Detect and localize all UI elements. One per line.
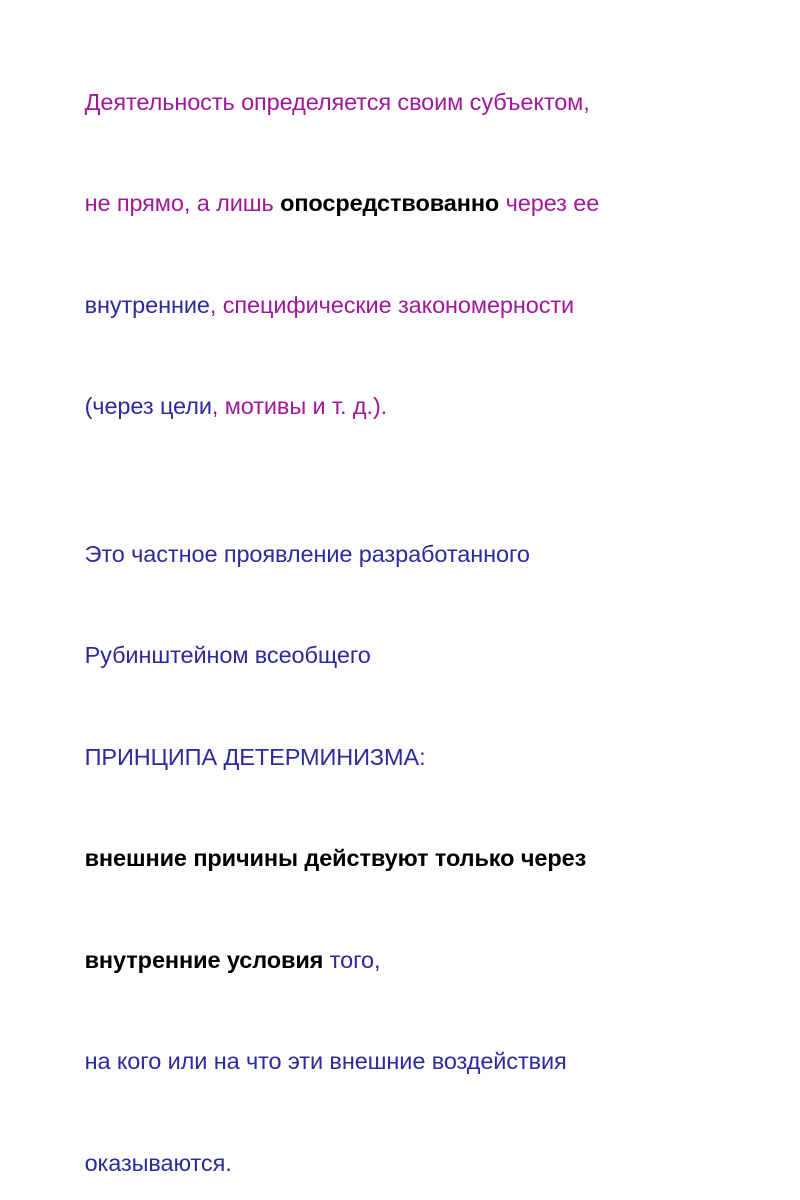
text-line <box>46 52 748 153</box>
text-line <box>46 504 748 605</box>
text-run: ПРИНЦИПА ДЕТЕРМИНИЗМА: <box>84 743 426 770</box>
text-line <box>46 707 748 808</box>
text-run: оказываются. <box>84 1149 232 1176</box>
text-line <box>46 1113 748 1200</box>
text-run: , мотивы и т. д.). <box>211 393 388 420</box>
paragraph-activity-subject <box>46 52 748 458</box>
text-line <box>46 356 748 457</box>
text-run: того, <box>323 946 381 973</box>
text-line <box>46 605 748 706</box>
text-run-emphasis: внутренние условия <box>84 946 324 973</box>
text-run: на кого или на что эти внешние воздействия <box>84 1048 567 1075</box>
text-line <box>46 808 748 909</box>
text-run-emphasis: внешние причины действуют только через <box>84 845 587 872</box>
text-run: Деятельность определяется своим субъектом, <box>84 88 590 115</box>
text-line <box>46 153 748 254</box>
text-run: специфические закономерности <box>222 291 575 318</box>
text-line <box>46 1011 748 1112</box>
text-run: Это частное проявление разработанного <box>84 540 530 567</box>
text-run: Рубинштейном всеобщего <box>84 642 371 669</box>
text-run-emphasis: опосредствованно <box>280 190 500 217</box>
text-run: через ее <box>499 190 600 217</box>
text-run: внутренние <box>84 291 210 318</box>
text-run: не прямо, а лишь <box>84 190 281 217</box>
text-line <box>46 910 748 1011</box>
text-run: (через цели <box>84 393 212 420</box>
text-line <box>46 255 748 356</box>
paragraph-determinism-principle <box>46 504 748 1200</box>
text-run: , <box>209 291 223 318</box>
